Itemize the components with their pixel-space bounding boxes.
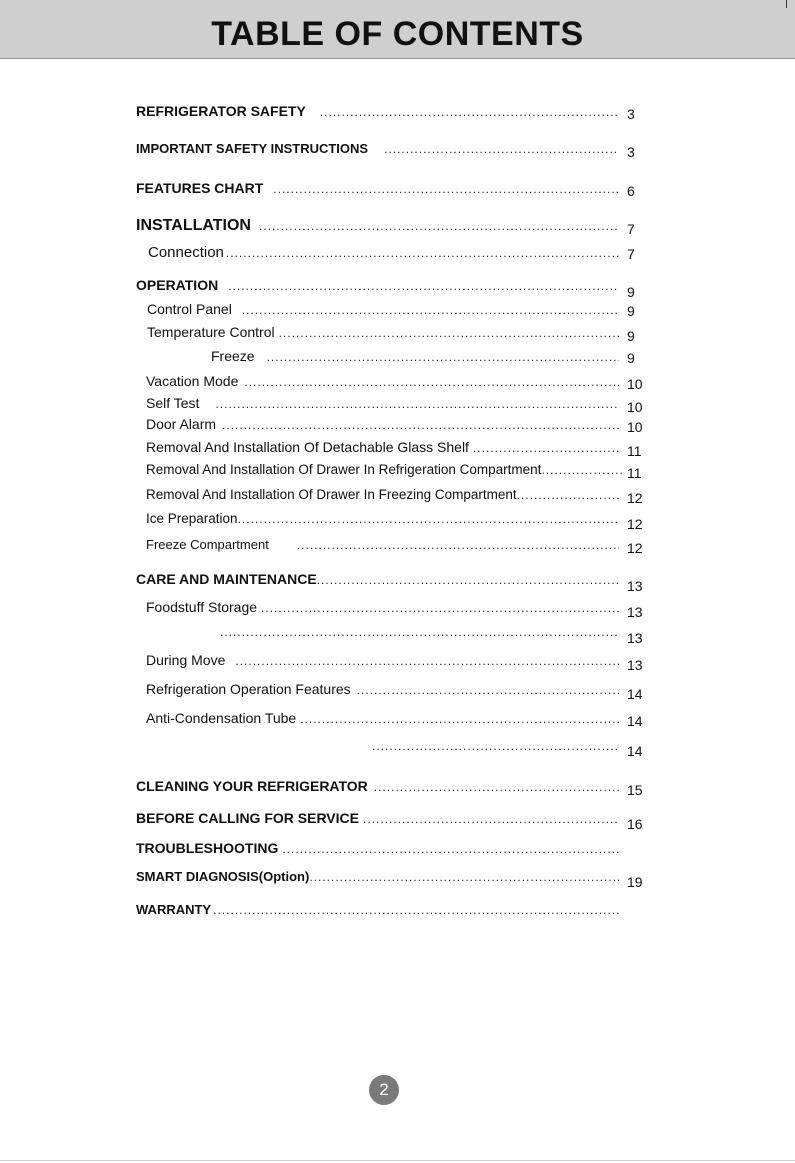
toc-page-number: 12 bbox=[627, 540, 643, 556]
toc-page-number: 13 bbox=[627, 630, 643, 646]
dot-leader bbox=[261, 601, 619, 615]
dot-leader bbox=[279, 326, 619, 340]
dot-leader bbox=[297, 538, 619, 552]
dot-leader bbox=[235, 654, 619, 668]
toc-entry[interactable] bbox=[136, 141, 623, 161]
toc-entry[interactable] bbox=[136, 180, 623, 200]
toc-entry-label: FEATURES CHART bbox=[136, 180, 264, 196]
toc-entry[interactable] bbox=[211, 348, 623, 368]
toc-page-number: 14 bbox=[627, 743, 643, 759]
toc-entry[interactable] bbox=[146, 511, 623, 531]
toc-entry-label: Control Panel bbox=[147, 301, 232, 317]
toc-entry-label: Removal And Installation Of Drawer In Freezing Compartment bbox=[146, 487, 517, 502]
toc-page-number: 12 bbox=[627, 516, 643, 532]
toc-entry[interactable] bbox=[147, 301, 623, 321]
toc-entry[interactable] bbox=[136, 778, 623, 798]
toc-entry-label: Foodstuff Storage bbox=[146, 599, 258, 615]
toc-entry-label: Refrigeration Operation Features bbox=[146, 681, 351, 697]
toc-entry-label: OPERATION bbox=[136, 277, 219, 293]
toc-page-number: 7 bbox=[627, 221, 635, 237]
page-number: 2 bbox=[379, 1080, 389, 1099]
toc-entry[interactable] bbox=[146, 652, 623, 672]
toc-entry[interactable] bbox=[136, 571, 623, 591]
toc-page-number: 10 bbox=[627, 399, 643, 415]
toc-entry-label: INSTALLATION bbox=[136, 217, 251, 234]
dot-leader bbox=[384, 142, 619, 156]
toc-page-number: 9 bbox=[627, 350, 635, 366]
toc-page-number: 16 bbox=[627, 816, 643, 832]
toc-entry-label: WARRANTY bbox=[136, 902, 212, 917]
dot-leader bbox=[273, 182, 619, 196]
page-number-badge bbox=[369, 1075, 399, 1105]
toc-entry[interactable] bbox=[146, 681, 623, 701]
toc-entry-label: Removal And Installation Of Detachable Glass Shelf bbox=[146, 439, 469, 455]
toc-entry-label: Vacation Mode bbox=[146, 373, 239, 389]
toc-page-number: 3 bbox=[627, 106, 635, 122]
toc-entry-label: Connection bbox=[148, 244, 224, 261]
toc-page-number: 19 bbox=[627, 874, 643, 890]
toc-entry[interactable] bbox=[146, 487, 623, 507]
toc-page-number: 7 bbox=[627, 246, 635, 262]
toc-page-number: 14 bbox=[627, 713, 643, 729]
toc-page-number: 15 bbox=[627, 782, 643, 798]
toc-page-number: 14 bbox=[627, 686, 643, 702]
toc-entry[interactable] bbox=[136, 217, 623, 237]
dot-leader bbox=[473, 441, 619, 455]
toc-entry-label: Temperature Control bbox=[147, 324, 275, 340]
toc-entry-label: Freeze Compartment bbox=[146, 537, 269, 552]
dot-leader bbox=[300, 712, 619, 726]
toc-entry[interactable] bbox=[147, 324, 623, 344]
toc-page-number: 10 bbox=[627, 419, 643, 435]
toc-entry-label: CLEANING YOUR REFRIGERATOR bbox=[136, 778, 368, 794]
bottom-rule bbox=[0, 1160, 795, 1161]
dot-leader bbox=[357, 683, 619, 697]
page-title: TABLE OF CONTENTS bbox=[211, 15, 584, 53]
toc-entry[interactable] bbox=[136, 103, 623, 123]
toc-entry[interactable] bbox=[146, 537, 623, 557]
toc-page-number: 9 bbox=[627, 303, 635, 319]
toc-entry[interactable] bbox=[146, 710, 623, 730]
toc-entry[interactable] bbox=[136, 902, 623, 922]
dot-leader bbox=[541, 463, 625, 477]
toc-entry-label: Anti-Condensation Tube bbox=[146, 710, 297, 726]
toc-entry[interactable] bbox=[146, 395, 623, 415]
dot-leader bbox=[238, 512, 619, 526]
toc-page-number: 13 bbox=[627, 578, 643, 594]
toc-entry[interactable] bbox=[136, 869, 623, 889]
toc-page-number: 11 bbox=[627, 465, 642, 481]
dot-leader bbox=[317, 573, 619, 587]
dot-leader bbox=[244, 375, 619, 389]
toc-entry[interactable] bbox=[146, 462, 629, 482]
toc-page-number: 6 bbox=[627, 183, 635, 199]
toc-entry[interactable] bbox=[136, 840, 623, 860]
dot-leader bbox=[228, 279, 619, 293]
dot-leader bbox=[226, 246, 619, 260]
dot-leader bbox=[320, 105, 619, 119]
toc-entry-label: SMART DIAGNOSIS(Option) bbox=[136, 869, 310, 884]
toc-page-number: 13 bbox=[627, 604, 643, 620]
dot-leader bbox=[374, 780, 619, 794]
toc-page-number: 9 bbox=[627, 284, 635, 300]
dot-leader bbox=[282, 842, 619, 856]
toc-page-number: 11 bbox=[627, 443, 642, 459]
toc-entry-label: Removal And Installation Of Drawer In Refrigeration Compartment bbox=[146, 462, 542, 477]
toc-page-number: 3 bbox=[627, 144, 635, 160]
toc-entry[interactable] bbox=[148, 244, 623, 264]
toc-page-number: 10 bbox=[627, 376, 643, 392]
toc-entry-label: Self Test bbox=[146, 395, 200, 411]
dot-leader bbox=[309, 870, 619, 884]
dot-leader bbox=[220, 625, 619, 639]
toc-entry[interactable] bbox=[146, 416, 623, 436]
toc-entry[interactable] bbox=[146, 599, 623, 619]
dot-leader bbox=[222, 418, 619, 432]
toc-entry[interactable] bbox=[220, 625, 623, 645]
toc-entry[interactable] bbox=[136, 277, 623, 297]
toc-entry-label: REFRIGERATOR SAFETY bbox=[136, 103, 306, 119]
dot-leader bbox=[259, 219, 619, 233]
dot-leader bbox=[213, 903, 619, 917]
toc-entry-label: Freeze bbox=[211, 348, 255, 364]
dot-leader bbox=[363, 812, 619, 826]
dot-leader bbox=[517, 488, 619, 502]
toc-entry-label: During Move bbox=[146, 652, 226, 668]
toc-entry-label: Ice Preparation bbox=[146, 511, 238, 526]
dot-leader bbox=[372, 739, 619, 753]
toc-entry-label: TROUBLESHOOTING bbox=[136, 840, 279, 856]
toc-entry[interactable] bbox=[146, 439, 623, 459]
dot-leader bbox=[267, 350, 619, 364]
toc-entry[interactable] bbox=[372, 739, 623, 759]
toc-entry[interactable] bbox=[136, 810, 623, 830]
toc-page-number: 12 bbox=[627, 490, 643, 506]
toc-entry[interactable] bbox=[146, 373, 623, 393]
dot-leader bbox=[242, 303, 619, 317]
toc-entry-label: BEFORE CALLING FOR SERVICE bbox=[136, 810, 359, 826]
toc-page-number: 13 bbox=[627, 657, 643, 673]
toc-entry-label: Door Alarm bbox=[146, 416, 217, 432]
toc-entry-label: IMPORTANT SAFETY INSTRUCTIONS bbox=[136, 141, 369, 156]
toc-page-number: 9 bbox=[627, 328, 635, 344]
dot-leader bbox=[215, 397, 619, 411]
toc-entry-label: CARE AND MAINTENANCE bbox=[136, 571, 317, 587]
